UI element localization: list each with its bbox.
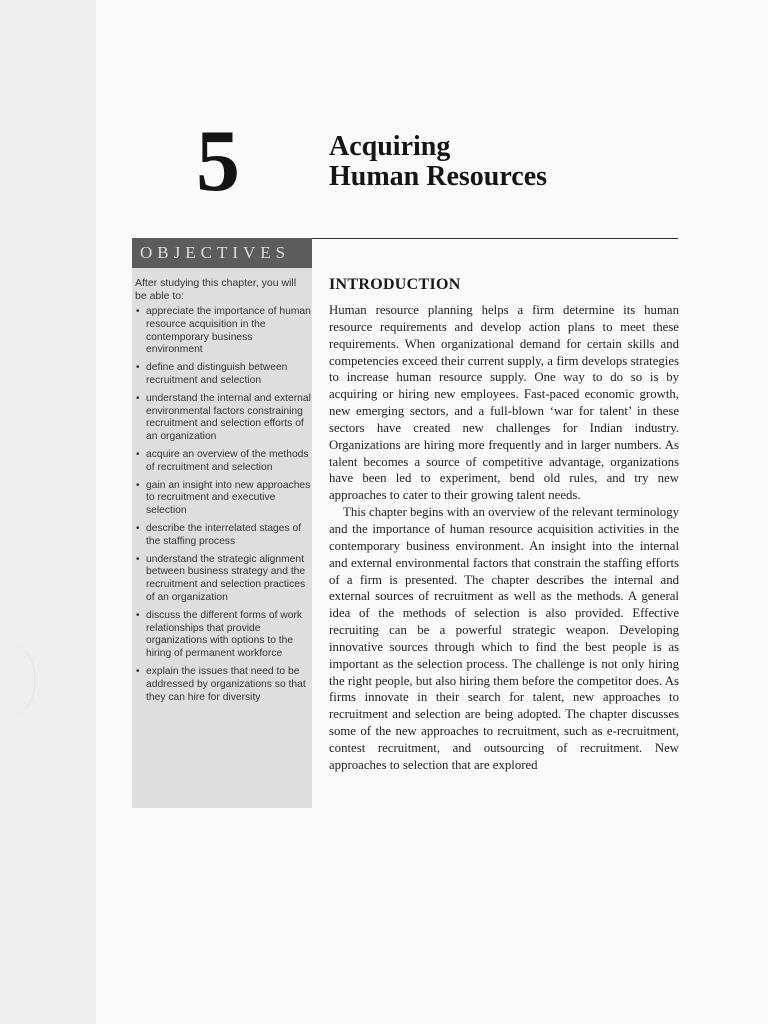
introduction-heading: INTRODUCTION bbox=[329, 276, 461, 293]
objective-text: acquire an overview of the methods of recruitment and selection bbox=[146, 448, 309, 473]
bullet-icon: • bbox=[136, 609, 140, 621]
bullet-icon: • bbox=[136, 392, 140, 404]
objective-text: describe the interrelated stages of the staffing process bbox=[146, 522, 302, 547]
title-rule bbox=[312, 238, 678, 239]
objectives-banner bbox=[132, 238, 312, 268]
objective-text: gain an insight into new approaches to recruitment and executive selection bbox=[146, 479, 311, 517]
objective-text: appreciate the importance of human resource acquisition in the contemporary business environment bbox=[146, 306, 311, 356]
body-paragraph: This chapter begins with an overview of the relevant terminology and the importance of human resource acquisition activities in the contemporary business environment. An insight into the internal and external environmental factors that constrain the staffing efforts of a firm is presented. The chapter describes the internal and external sources of recruitment as well as the methods. A general idea of the methods of selection is also provided. Effective recruiting can be a powerful strategic weapon. Developing innovative sources through which to find the best people is as important as the selection process. The challenge is not only hiring the right people, but also hiring them before the competitor does. As firms innovate in their search for talent, new approaches to recruitment and selection are being adopted. The chapter discusses some of the new approaches to recruitment, such as e-recruitment, contest recruitment, and outsourcing of recruitment. New approaches to selection that are explored bbox=[329, 505, 679, 772]
objective-text: understand the strategic alignment between business strategy and the recruitment and selection practices of an organization bbox=[146, 553, 306, 603]
objective-item bbox=[133, 480, 311, 518]
objectives-intro: After studying this chapter, you will be able to: bbox=[135, 277, 297, 303]
objectives-list bbox=[133, 306, 311, 709]
objective-text: discuss the different forms of work relationships that provide organizations with options to the hiring of permanent workforce bbox=[146, 609, 303, 660]
chapter-number: 5 bbox=[196, 113, 240, 210]
bullet-icon: • bbox=[136, 362, 140, 374]
bullet-icon: • bbox=[136, 479, 140, 491]
bullet-icon: • bbox=[136, 448, 140, 460]
objective-text: understand the internal and external environmental factors constraining recruitment and selection efforts of an organization bbox=[146, 392, 311, 443]
objectives-banner-text: OBJECTIVES bbox=[140, 243, 291, 262]
bullet-icon: • bbox=[136, 665, 140, 677]
objective-text: explain the issues that need to be addressed by organizations so that they can hire for diversity bbox=[146, 665, 306, 703]
bullet-icon: • bbox=[136, 553, 140, 565]
objective-item bbox=[133, 554, 311, 605]
objective-item bbox=[133, 306, 311, 357]
introduction-body bbox=[329, 302, 679, 774]
chapter-title bbox=[329, 132, 659, 192]
bullet-icon: • bbox=[136, 306, 140, 317]
page-edge-shadow bbox=[0, 640, 35, 720]
objective-item bbox=[133, 449, 311, 475]
objective-text: define and distinguish between recruitment and selection bbox=[146, 362, 288, 386]
body-paragraph: Human resource planning helps a firm determine its human resource requirements and develop action plans to meet these requirements. When organizational demand for certain skills and competencies exceed their current supply, a firm develops strategies to increase human resource supply. One way to do so is by acquiring or hiring new employees. Fast-paced economic growth, new emerging sectors, and a full-blown ‘war for talent’ in these sectors have created new challenges for Indian industry. Organizations are hiring more frequently and in larger numbers. As talent becomes a source of competitive advantage, organizations have been led to experiment, bend old rules, and try new approaches to cater to their growing talent needs. bbox=[329, 303, 679, 503]
bullet-icon: • bbox=[136, 522, 140, 534]
chapter-title-line-1: Acquiring bbox=[329, 131, 451, 162]
objective-item bbox=[133, 393, 311, 444]
objective-item bbox=[133, 666, 311, 704]
objective-item bbox=[133, 610, 311, 661]
objective-item bbox=[133, 362, 311, 388]
objective-item bbox=[133, 523, 311, 549]
chapter-title-line-2: Human Resources bbox=[329, 161, 548, 192]
